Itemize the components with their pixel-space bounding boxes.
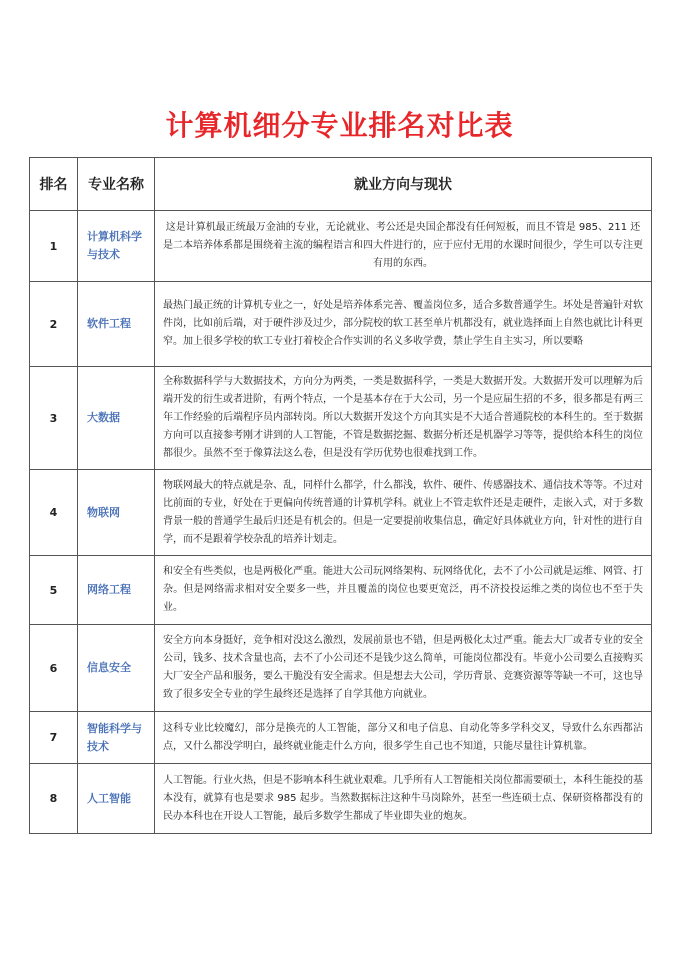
table-row <box>30 211 652 282</box>
header-direction: 就业方向与现状 <box>155 158 652 211</box>
rank-cell: 7 <box>30 712 78 764</box>
major-name: 大数据 <box>78 367 155 470</box>
rank-cell: 8 <box>30 764 78 834</box>
major-name: 人工智能 <box>78 764 155 834</box>
major-name: 信息安全 <box>78 625 155 712</box>
rank-cell: 6 <box>30 625 78 712</box>
rank-cell: 1 <box>30 211 78 282</box>
major-description: 和安全有些类似，也是两极化严重。能进大公司玩网络架构、玩网络优化，去不了小公司就是运维、网管、打杂。但是网络需求相对安全要多一些，并且覆盖的岗位也要更宽泛，再不济投投运维之类的岗位也不至于失业。 <box>155 556 652 625</box>
page-title: 计算机细分专业排名对比表 <box>165 109 514 142</box>
table-row <box>30 764 652 834</box>
rank-cell: 2 <box>30 282 78 367</box>
table-header-row <box>30 158 652 211</box>
table-row <box>30 282 652 367</box>
ranking-table <box>29 157 652 834</box>
major-description: 物联网最大的特点就是杂、乱，同样什么都学，什么都浅，软件、硬件、传感器技术、通信技术等等。不过对比前面的专业，好处在于更偏向传统普通的计算机学科。就业上不管走软件还是走硬件，走嵌入式，对于多数背景一般的普通学生最后归还是有机会的。但是一定要提前收集信息，确定好具体就业方向，针对性的进行自学，而不是跟着学校杂乱的培养计划走。 <box>155 470 652 556</box>
header-major: 专业名称 <box>78 158 155 211</box>
major-description: 人工智能。行业火热，但是不影响本科生就业艰难。几乎所有人工智能相关岗位都需要硕士，本科生能投的基本没有，就算有也是要求 985 起步。当然数据标注这种牛马岗除外，甚至一些连硕士点、保研资格都没有的民办本科也在开设人工智能，最后多数学生都成了毕业即失业的炮灰。 <box>155 764 652 834</box>
major-name: 软件工程 <box>78 282 155 367</box>
header-rank: 排名 <box>30 158 78 211</box>
table-row <box>30 556 652 625</box>
major-description: 这是计算机最正统最万金油的专业，无论就业、考公还是央国企都没有任何短板，而且不管是 985、211 还是二本培养体系都是围绕着主流的编程语言和四大件进行的，应于应付无用的水课时间很少，学生可以专注更有用的东西。 <box>155 211 652 282</box>
rank-cell: 4 <box>30 470 78 556</box>
major-name: 物联网 <box>78 470 155 556</box>
table-row <box>30 470 652 556</box>
rank-cell: 3 <box>30 367 78 470</box>
table-row <box>30 625 652 712</box>
major-name: 计算机科学与技术 <box>78 211 155 282</box>
table-row <box>30 712 652 764</box>
rank-cell: 5 <box>30 556 78 625</box>
major-name: 网络工程 <box>78 556 155 625</box>
major-description: 安全方向本身挺好，竞争相对没这么激烈，发展前景也不错，但是两极化太过严重。能去大厂或者专业的安全公司，钱多、技术含量也高，去不了小公司还不是钱少这么简单，可能岗位都没有。毕竟小公司要么直接购买大厂安全产品和服务，要么干脆没有安全需求。但是想去大公司，学历背景、竞赛资源等等缺一不可，这也导致了很多安全专业的学生最终还是选择了自学其他方向就业。 <box>155 625 652 712</box>
major-description: 最热门最正统的计算机专业之一，好处是培养体系完善、覆盖岗位多，适合多数普通学生。坏处是普遍针对软件岗，比如前后端，对于硬件涉及过少，部分院校的软工甚至单片机都没有，就业选择面上自然也就比计科更窄。加上很多学校的软工专业打着校企合作实训的名义多收学费，禁止学生自主实习，所以要略 <box>155 282 652 367</box>
major-description: 这科专业比较魔幻，部分是换壳的人工智能，部分又和电子信息、自动化等多学科交叉，导致什么东西都沾点，又什么都没学明白，最终就业能走什么方向，很多学生自己也不知道，只能尽量往计算机靠。 <box>155 712 652 764</box>
table-row <box>30 367 652 470</box>
major-name: 智能科学与技术 <box>78 712 155 764</box>
major-description: 全称数据科学与大数据技术，方向分为两类，一类是数据科学，一类是大数据开发。大数据开发可以理解为后端开发的衍生或者进阶，有两个特点，一个是基本存在于大公司，另一个是应届生招的不多，很多都是有两三年工作经验的后端程序员内部转岗。所以大数据开发这个方向其实是不大适合普通院校的本科生的。至于数据方向可以直接参考刚才讲到的人工智能，不管是数据挖掘、数据分析还是机器学习等等，提供给本科生的岗位都很少。虽然不至于像算法这么卷，但是没有学历优势也很难找到工作。 <box>155 367 652 470</box>
